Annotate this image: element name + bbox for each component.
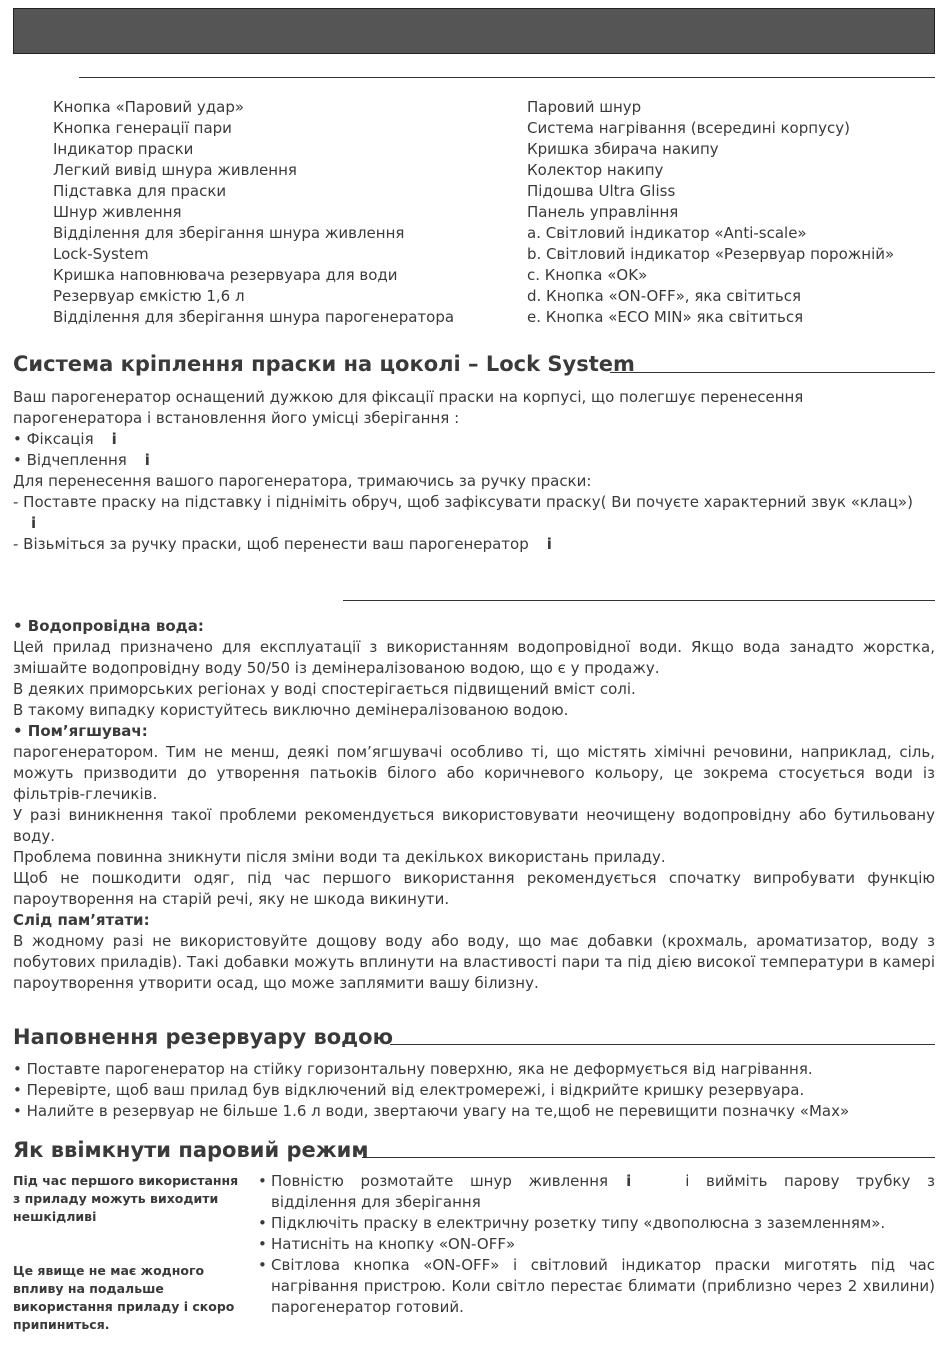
info-icon: i	[31, 514, 37, 532]
parts-list-item: Індикатор праски	[53, 140, 194, 158]
header-rule	[79, 77, 935, 78]
parts-list-item: Легкий вивід шнура живлення	[53, 161, 297, 179]
fill-item: • Налийте в резервуар не більше 1.6 л води, звертаючи увагу на те,щоб не перевищити позначку «Max»	[13, 1102, 850, 1120]
parts-list-item: e. Кнопка «ECO MIN» яка світиться	[527, 308, 804, 326]
header-bar	[13, 8, 935, 54]
lock-fix-line: • Фіксація i	[13, 430, 117, 448]
steam-step: • Світлова кнопка «ON-OFF» і світловий індикатор праски миготять під час нагрівання пристрою. Коли світло перестає блимати (приблизно через 2 хвилини) парогенератор готовий.	[258, 1255, 935, 1318]
parts-list-item: Відділення для зберігання шнура парогенератора	[53, 308, 455, 326]
fill-section	[13, 1059, 935, 1122]
fill-item: • Поставте парогенератор на стійку горизонтальну поверхню, яка не деформується від нагрівання.	[13, 1060, 813, 1078]
parts-list-item: Відділення для зберігання шнура живлення	[53, 224, 405, 242]
fill-title-rule	[390, 1044, 935, 1045]
remember-title: Слід пам’ятати:	[13, 911, 150, 929]
parts-list-item: Резервуар ємкістю 1,6 л	[53, 287, 245, 305]
lock-release-line: • Відчеплення i	[13, 451, 150, 469]
lock-step-2: - Візьміться за ручку праски, щоб перенести ваш парогенератор i	[13, 535, 552, 553]
lock-intro: Ваш парогенератор оснащений дужкою для фіксації праски на корпусі, що полегшує перенесення парогенератора і встановлення його умісці зберігання :	[13, 388, 804, 427]
parts-list-item: Паровий шнур	[527, 98, 642, 116]
fill-title: Наповнення резервуару водою	[13, 1025, 393, 1049]
parts-list-item: Система нагрівання (всередині корпусу)	[527, 119, 850, 137]
test-text: Щоб не пошкодити одяг, під час першого використання рекомендується спочатку випробувати функцію пароутворення на старій речі, яку не шкода викинути.	[13, 869, 935, 908]
parts-list-item: c. Кнопка «OK»	[527, 266, 648, 284]
parts-list-item: Кришка збирача накипу	[527, 140, 719, 158]
parts-list-item: Панель управління	[527, 203, 679, 221]
steam-title-rule	[362, 1157, 935, 1158]
steam-title: Як ввімкнути паровий режим	[13, 1138, 369, 1162]
softener-title: • Пом’ягшувач:	[13, 722, 148, 740]
lock-carry: Для перенесення вашого парогенератора, тримаючись за ручку праски:	[13, 472, 592, 490]
parts-list-item: a. Світловий індикатор «Anti-scale»	[527, 224, 807, 242]
parts-list-item: Кнопка «Паровий удар»	[53, 98, 245, 116]
parts-list-item: Колектор накипу	[527, 161, 664, 179]
parts-list-item: Кришка наповнювача резервуара для води	[53, 266, 398, 284]
lock-system-section	[13, 387, 935, 555]
parts-list-item: b. Світловий індикатор «Резервуар порожній»	[527, 245, 895, 263]
steam-step: • Натисніть на кнопку «ON-OFF»	[258, 1234, 935, 1255]
steam-step: • Підключіть праску в електричну розетку типу «двополюсна з заземленням».	[258, 1213, 935, 1234]
steam-note-1: Під час першого використання з приладу можуть виходити нешкідливі	[13, 1173, 239, 1224]
parts-list-right	[527, 97, 894, 328]
parts-list-item: Підставка для праски	[53, 182, 227, 200]
steam-steps	[258, 1171, 935, 1318]
salt-note-2: В такому випадку користуйтесь виключно демінералізованою водою.	[13, 701, 569, 719]
parts-list-item: d. Кнопка «ON-OFF», яка світиться	[527, 287, 801, 305]
remember-text: В жодному разі не використовуйте дощову воду або воду, що має добавки (крохмаль, ароматизатор, воду з побутових приладів). Такі добавки можуть вплинути на властивості пари та під дією високої температури в камері пароутворення утворити осад, що може заплямити вашу білизну.	[13, 932, 935, 992]
tap-water-title: • Водопровідна вода:	[13, 617, 204, 635]
info-icon: i	[626, 1172, 632, 1190]
water-section-rule	[343, 600, 935, 601]
softener-text: парогенератором. Тим не менш, деякі пом’ягшувачі особливо ті, що містять хімічні речовини, наприклад, сіль, можуть призводити до утворення патьоків білого або коричневого кольору, це зокрема стосується води із фільтрів-глечиків.	[13, 743, 935, 803]
parts-list-item: Шнур живлення	[53, 203, 182, 221]
fill-item: • Перевірте, щоб ваш прилад був відключений від електромережі, і відкрийте кришку резервуара.	[13, 1081, 805, 1099]
vanish-text: Проблема повинна зникнути після зміни води та декількох використань приладу.	[13, 848, 666, 866]
lock-step-1: - Поставте праску на підставку і підніміть обруч, щоб зафіксувати праску( Ви почуєте характерний звук «клац»)i	[13, 493, 913, 532]
salt-note-1: В деяких приморських регіонах у воді спостерігається підвищений вміст солі.	[13, 680, 636, 698]
steam-note-2: Це явище не має жодного впливу на подальше використання приладу і скоро припиниться.	[13, 1263, 235, 1332]
parts-list-item: Кнопка генерації пари	[53, 119, 232, 137]
info-icon: i	[546, 535, 552, 553]
problem-text: У разі виникнення такої проблеми рекомендується використовувати неочищену водопровідну або бутильовану воду.	[13, 806, 935, 845]
water-section	[13, 616, 935, 994]
tap-water-text: Цей прилад призначено для експлуатації з використанням водопровідної води. Якщо вода занадто жорстка, змішайте водопровідну воду 50/50 із демінералізованою водою, що є у продажу.	[13, 638, 935, 677]
steam-step: • Повністю розмотайте шнур живлення i і вийміть парову трубку з відділення для зберігання	[258, 1171, 935, 1213]
parts-list-left	[53, 97, 454, 328]
parts-list-item: Підошва Ultra Gliss	[527, 182, 676, 200]
lock-system-title-rule	[610, 372, 935, 373]
parts-list-item: Lock-System	[53, 245, 149, 263]
info-icon: i	[144, 451, 150, 469]
lock-system-title: Система кріплення праски на цоколі – Lock System	[13, 352, 635, 376]
info-icon: i	[111, 430, 117, 448]
